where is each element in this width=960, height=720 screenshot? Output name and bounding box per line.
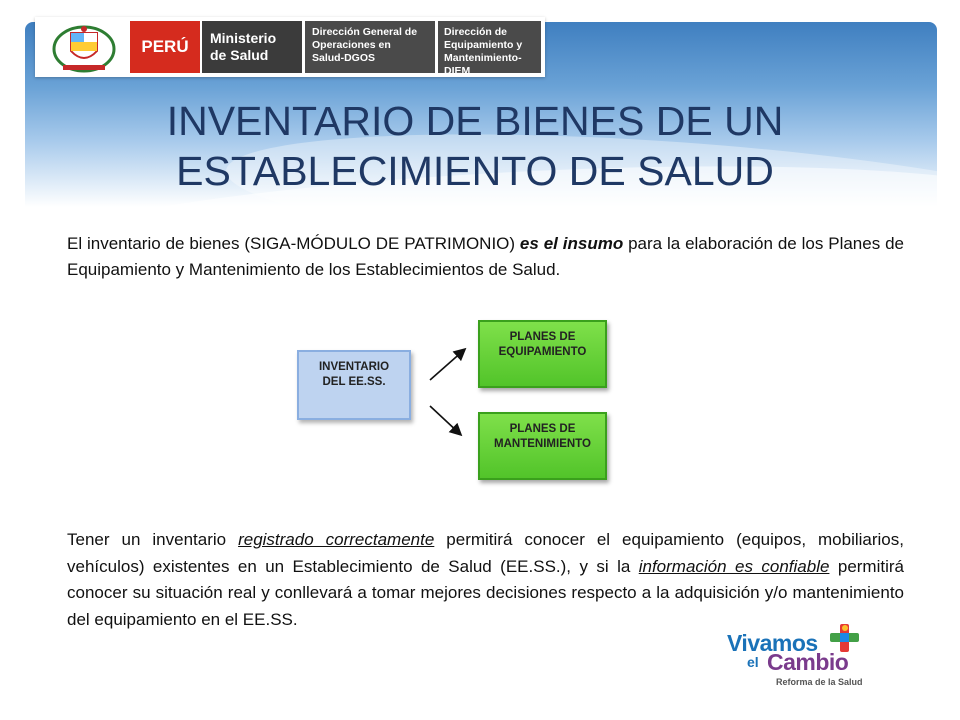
box-line: PLANES DE xyxy=(509,423,576,435)
coat-of-arms-icon xyxy=(43,21,125,73)
dgogs-line: Dirección General de xyxy=(312,26,418,38)
box-line: PLANES DE xyxy=(509,331,576,343)
logo-word: Vivamos xyxy=(727,630,818,656)
text-run: El inventario de bienes (SIGA-MÓDULO DE PATRIMONIO) xyxy=(67,234,520,253)
text-run: para la elaboración de los Planes de Equipamiento y Mantenimiento de los Establecimientos de Salud. xyxy=(67,234,904,279)
dgogs-label xyxy=(305,21,435,73)
logo-word: el xyxy=(747,654,759,670)
ministry-label xyxy=(202,21,302,73)
institution-logo-bar xyxy=(35,17,545,77)
box-line: MANTENIMIENTO xyxy=(494,438,591,450)
vivamos-el-cambio-logo xyxy=(727,624,877,694)
dgogs-line: Salud-DGOS xyxy=(312,52,376,64)
diagram-arrows xyxy=(420,340,480,440)
box-line: INVENTARIO xyxy=(318,361,390,373)
peru-label: PERÚ xyxy=(130,21,200,73)
ministry-line: Ministerio xyxy=(210,30,277,46)
diem-label xyxy=(438,21,541,77)
dgogs-line: Operaciones en xyxy=(312,39,391,51)
title-line: ESTABLECIMIENTO DE SALUD xyxy=(176,148,774,194)
diem-line: Equipamiento y xyxy=(444,39,523,51)
ministry-line: de Salud xyxy=(210,47,269,63)
logo-tagline: Reforma de la Salud xyxy=(776,677,863,687)
box-line: DEL EE.SS. xyxy=(322,376,386,388)
box-line: EQUIPAMIENTO xyxy=(498,346,587,358)
arrow-to-maintenance xyxy=(430,406,460,434)
intro-paragraph xyxy=(67,231,904,283)
slide-title xyxy=(60,96,890,196)
inventory-box xyxy=(297,350,411,420)
text-run: permitirá conocer su situación real y conllevará a tomar mejores decisiones respecto a la adquisición y/o mantenimiento del equipamiento en el EE.SS. xyxy=(67,556,904,629)
logo-word: Cambio xyxy=(767,649,849,675)
diem-line: Dirección de xyxy=(444,26,508,38)
emphasis-text: es el insumo xyxy=(519,234,624,253)
title-line: INVENTARIO DE BIENES DE UN xyxy=(166,98,784,144)
detail-paragraph xyxy=(67,527,904,633)
diem-line: Mantenimiento-DIEM xyxy=(444,52,522,77)
underlined-text: registrado correctamente xyxy=(238,530,435,549)
equipment-plan-box xyxy=(478,320,607,388)
text-run: Tener un inventario xyxy=(67,530,239,549)
text-run: permitirá conocer el equipamiento (equipos, mobiliarios, vehículos) existentes en un Establecimiento de Salud (EE.SS.), y si la xyxy=(67,530,904,576)
arrow-to-equipment xyxy=(430,350,464,380)
maintenance-plan-box xyxy=(478,412,607,480)
underlined-text: información es confiable xyxy=(638,556,830,576)
